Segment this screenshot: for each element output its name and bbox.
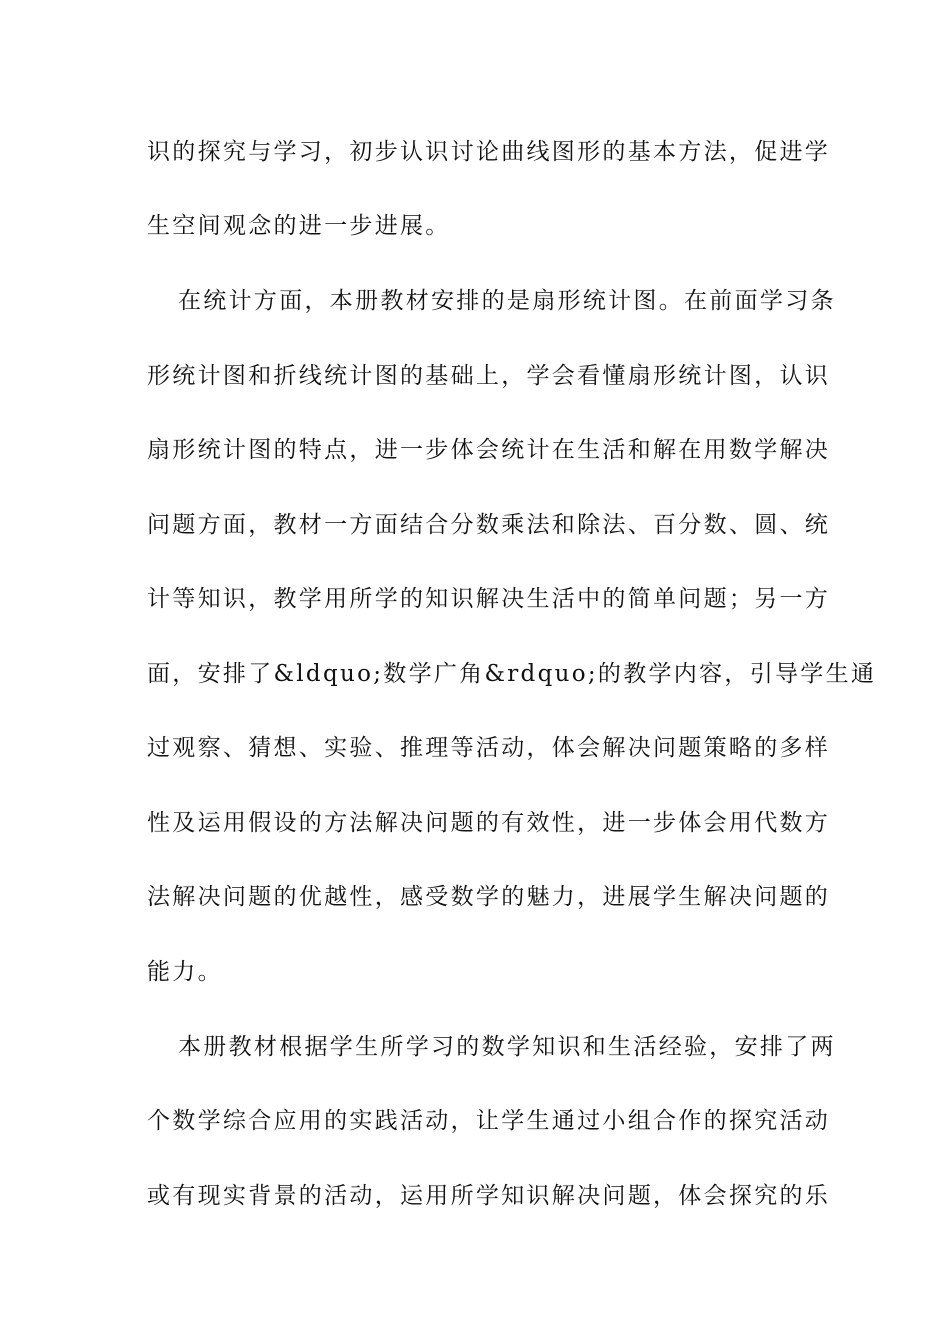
text-line: 性及运用假设的方法解决问题的有效性，进一步体会用代数方 (147, 810, 831, 836)
text-line: 识的探究与学习，初步认识讨论曲线图形的基本方法，促进学 (147, 139, 831, 165)
text-line: 扇形统计图的特点，进一步体会统计在生活和解在用数学解决 (147, 437, 831, 463)
text-line: 或有现实背景的活动，运用所学知识解决问题，体会探究的乐 (147, 1183, 831, 1209)
text-line: 法解决问题的优越性，感受数学的魅力，进展学生解决问题的 (147, 884, 831, 910)
paragraph-start-line: 在统计方面，本册教材安排的是扇形统计图。在前面学习条 (178, 288, 836, 314)
text-line: 面，安排了&ldquo;数学广角&rdquo;的教学内容，引导学生通 (147, 661, 877, 687)
text-line: 问题方面，教材一方面结合分数乘法和除法、百分数、圆、统 (147, 512, 831, 538)
text-line: 形统计图和折线统计图的基础上，学会看懂扇形统计图，认识 (147, 363, 831, 389)
text-line: 生空间观念的进一步进展。 (147, 213, 451, 239)
text-line: 计等知识，教学用所学的知识解决生活中的简单问题；另一方 (147, 586, 831, 612)
text-line: 过观察、猜想、实验、推理等活动，体会解决问题策略的多样 (147, 735, 831, 761)
paragraph-start-line: 本册教材根据学生所学习的数学知识和生活经验，安排了两 (178, 1034, 836, 1060)
text-line: 能力。 (147, 959, 223, 985)
text-line: 个数学综合应用的实践活动，让学生通过小组合作的探究活动 (147, 1108, 831, 1134)
